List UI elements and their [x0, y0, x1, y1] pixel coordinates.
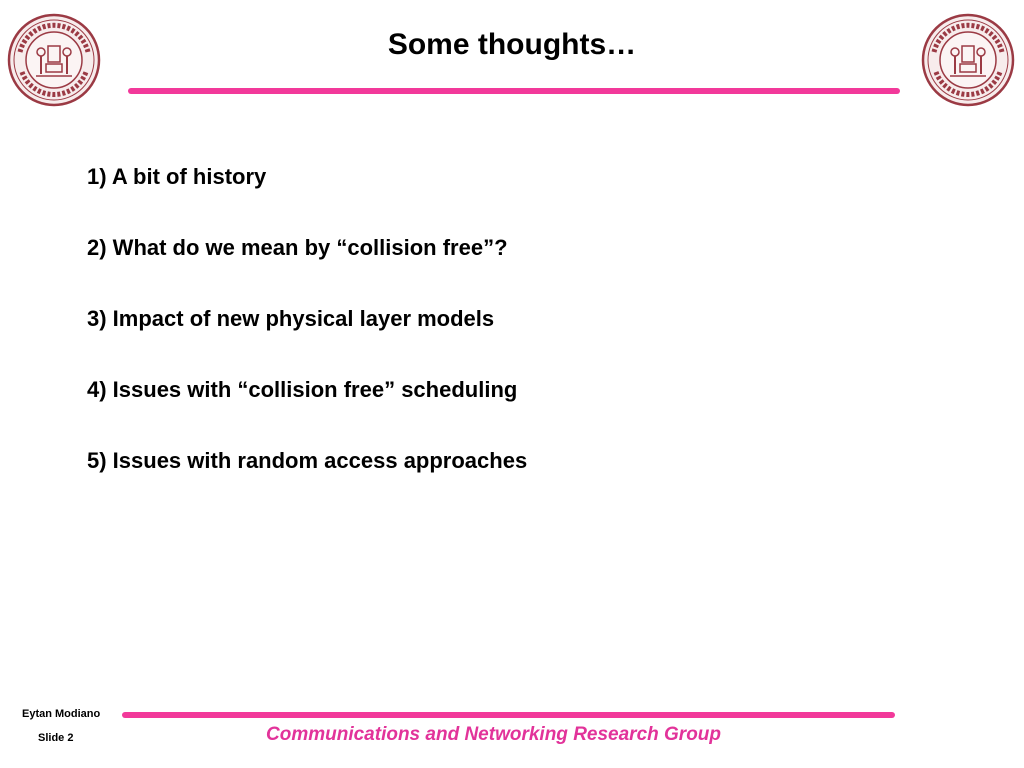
agenda-item-random-access-issues: 5) Issues with random access approaches — [87, 448, 528, 473]
agenda-item-physical-layer-models: 3) Impact of new physical layer models — [87, 306, 495, 331]
agenda-item-history: 1) A bit of history — [87, 164, 267, 189]
title-underline-divider — [128, 88, 900, 94]
footer-divider — [122, 712, 895, 718]
footer-author: Eytan Modiano — [22, 708, 101, 720]
footer-slide-number: Slide 2 — [38, 732, 74, 744]
agenda-item-scheduling-issues: 4) Issues with “collision free” scheduling — [87, 377, 518, 402]
agenda-item-collision-free-meaning: 2) What do we mean by “collision free”? — [87, 235, 508, 260]
footer-research-group: Communications and Networking Research Group — [266, 724, 722, 745]
agenda-list — [87, 164, 527, 519]
slide-title: Some thoughts… — [387, 28, 637, 61]
